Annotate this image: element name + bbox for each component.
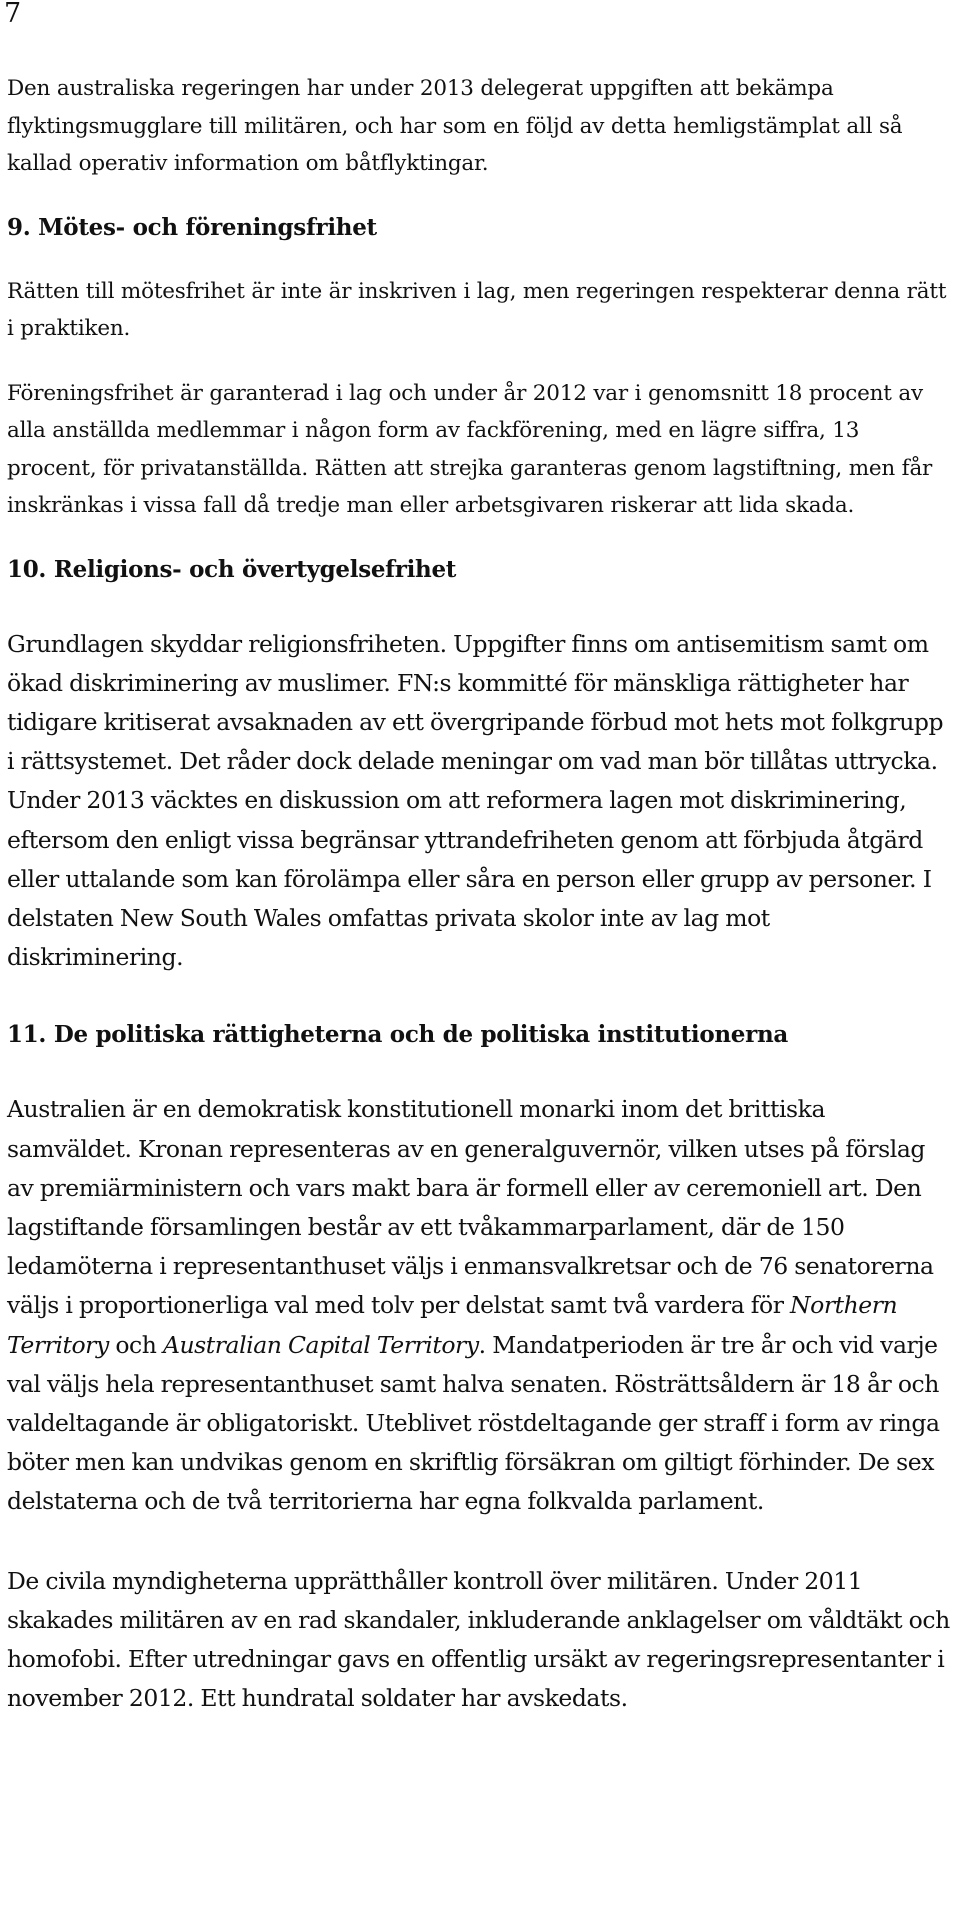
document-body — [7, 70, 951, 1718]
italic-northern-territory: Northern Territory — [7, 1291, 898, 1359]
paragraph-text-part2: . Mandatperioden är tre år och vid varje val väljs hela representanthuset samt halva senaten. Rösträttsåldern är 18 år och valdeltagande är obligatoriskt. Uteblivet röstdeltagande ger straff i form av ringa böter men kan undvikas genom en skriftlig försäkran om giltigt förhinder. De sex delstaterna och de två territorierna har egna folkvalda parlament. — [7, 1330, 940, 1516]
paragraph-boat-refugees: Den australiska regeringen har under 2013 delegerat uppgiften att bekämpa flyktingsmugglare till militären, och har som en följd av detta hemligstämplat all så kallad operativ information om båtflyktingar. — [7, 76, 903, 176]
paragraph-text-and: och — [108, 1330, 163, 1359]
heading-section-11: 11. De politiska rättigheterna och de politiska institutionerna — [7, 1021, 788, 1049]
paragraph-political-institutions — [7, 1090, 951, 1521]
paragraph-assembly-freedom: Rätten till mötesfrihet är inte är inskriven i lag, men regeringen respekterar denna rätt i praktiken. — [7, 278, 947, 341]
paragraph-text-part1: Australien är en demokratisk konstitutionell monarki inom det brittiska samväldet. Kronan representeras av en generalguvernör, vilken utses på förslag av premiärministern och vars makt bara är formell eller av ceremoniell art. Den lagstiftande församlingen består av ett tvåkammarparlament, där de 150 ledamöterna i representanthuset väljs i enmansvalkretsar och de 76 senatorerna väljs i proportionerliga val med tolv per delstat samt två vardera för — [7, 1095, 934, 1320]
italic-australian-capital-territory: Australian Capital Territory — [162, 1330, 479, 1359]
heading-section-10: 10. Religions- och övertygelsefrihet — [7, 555, 457, 583]
heading-section-9: 9. Mötes- och föreningsfrihet — [7, 213, 377, 241]
paragraph-military-control: De civila myndigheterna upprätthåller kontroll över militären. Under 2011 skakades militären av en rad skandaler, inkluderande anklagelser om våldtäkt och homofobi. Efter utredningar gavs en offentlig ursäkt av regeringsrepresentanter i november 2012. Ett hundratal soldater har avskedats. — [7, 1566, 950, 1713]
paragraph-association-freedom: Föreningsfrihet är garanterad i lag och under år 2012 var i genomsnitt 18 procent av alla anställda medlemmar i någon form av fackförening, med en lägre siffra, 13 procent, för privatanställda. Rätten att strejka garanteras genom lagstiftning, men får inskränkas i vissa fall då tredje man eller arbetsgivaren riskerar att lida skada. — [7, 380, 933, 518]
page-number: 7 — [4, 0, 22, 29]
paragraph-religious-freedom: Grundlagen skyddar religionsfriheten. Uppgifter finns om antisemitism samt om ökad diskriminering av muslimer. FN:s kommitté för mänskliga rättigheter har tidigare kritiserat avsaknaden av ett övergripande förbud mot hets mot folkgrupp i rättsystemet. Det råder dock delade meningar om vad man bör tillåtas uttrycka. Under 2013 väcktes en diskussion om att reformera lagen mot diskriminering, eftersom den enligt vissa begränsar yttrandefriheten genom att förbjuda åtgärd eller uttalande som kan förolämpa eller såra en person eller grupp av personer. I delstaten New South Wales omfattas privata skolor inte av lag mot diskriminering. — [7, 629, 944, 972]
